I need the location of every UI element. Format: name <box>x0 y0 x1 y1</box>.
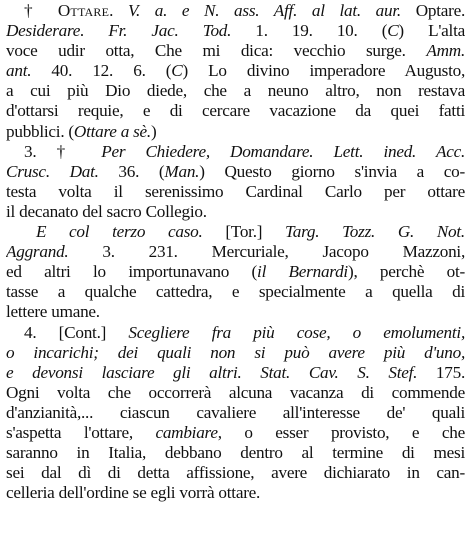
entry-line <box>6 363 465 383</box>
text-run: ) Lo divino imperadore Augusto, <box>182 61 465 81</box>
italic-text-run: Targ. Tozz. G. Not. <box>285 222 465 242</box>
entry-line <box>6 343 465 363</box>
entry-line <box>6 463 465 483</box>
entry-line <box>6 323 465 343</box>
entry-line <box>6 483 465 503</box>
text-run: ) Questo giorno s'invia a co- <box>199 161 465 181</box>
italic-text-run: o incarichi; dei quali non si può avere più d'uno, <box>6 342 465 362</box>
entry-line <box>6 302 465 322</box>
text-run: s'aspetta l'ottare, <box>6 422 156 442</box>
italic-text-run: C <box>387 21 399 41</box>
text-run: † <box>24 1 58 20</box>
entry-line <box>6 182 465 202</box>
entry-line <box>6 101 465 121</box>
entry-line <box>6 383 465 403</box>
entry-line <box>6 41 465 61</box>
text-run: 175. <box>417 362 465 382</box>
text-run: d'anzianità,... ciascun cavaliere all'interesse de' quali <box>6 402 465 422</box>
text-run: il decanato del sacro Collegio. <box>6 201 207 221</box>
italic-text-run: e devonsi lasciare gli altri. Stat. Cav. S. Stef. <box>6 362 418 382</box>
text-run: 40. 12. 6. ( <box>31 61 172 81</box>
entry-line <box>6 403 465 423</box>
text-run: celleria dell'ordine se egli vorrà ottare. <box>6 483 261 503</box>
italic-text-run: Scegliere fra più cose, o emolumenti, <box>128 322 465 342</box>
italic-text-run: ant. <box>6 61 32 81</box>
text-run: 1. 19. 10. ( <box>231 21 388 41</box>
text-run: tasse a qualche cattedra, e specialmente a quella di <box>6 282 465 302</box>
text-run: 36. ( <box>98 161 165 181</box>
text-run: voce udir otta, Che mi dica: vecchio surge. <box>6 41 427 61</box>
italic-text-run: Man. <box>164 161 200 181</box>
text-run: d'ottarsi requie, e di cercare vacazione da quei fatti <box>6 101 465 121</box>
text-run: , o esser provisto, e che <box>217 422 465 442</box>
entry-line <box>6 61 465 81</box>
italic-text-run: Ottare a sè. <box>73 121 151 141</box>
italic-text-run: E col terzo caso. <box>36 222 203 242</box>
entry-line <box>6 142 465 162</box>
entry-line <box>6 162 465 182</box>
text-run: 3. 231. Mercuriale, Jacopo Mazzoni, <box>68 242 465 262</box>
italic-text-run: il Bernardi <box>257 262 348 282</box>
text-run: a cui più Dio diede, che a neuno altro, non restava <box>6 81 465 101</box>
entry-line <box>6 202 465 222</box>
entry-line <box>6 262 465 282</box>
text-run: [Tor.] <box>202 222 286 242</box>
entry-line <box>6 443 465 463</box>
italic-text-run: cambiare <box>155 422 218 442</box>
text-run: Ogni volta che occorrerà alcuna vacanza di commende <box>6 382 465 402</box>
text-run: 4. [Cont.] <box>24 322 129 342</box>
text-run: ed altri lo importunavano ( <box>6 262 258 282</box>
italic-text-run: Desiderare. Fr. Jac. Tod. <box>6 21 232 41</box>
text-run: saranno in Italia, debbano dentro al termine di mesi <box>6 443 465 463</box>
italic-text-run: Aggrand. <box>6 242 69 262</box>
text-run: 3. † <box>24 141 102 161</box>
italic-text-run: Per Chiedere, Domandare. Lett. ined. Acc. <box>101 141 465 161</box>
text-run: testa volta il serenissimo Cardinal Carlo per ottare <box>6 181 465 201</box>
entry-line <box>6 423 465 443</box>
text-run: . <box>109 1 128 20</box>
entry-line <box>6 282 465 302</box>
text-run: Optare. <box>400 1 465 20</box>
italic-text-run: C <box>171 61 183 81</box>
italic-text-run: Crusc. Dat. <box>6 161 99 181</box>
text-run: pubblici. ( <box>6 121 74 141</box>
text-run: ) L'alta <box>398 21 465 41</box>
text-run: ), perchè ot- <box>347 262 465 282</box>
italic-text-run: Amm. <box>426 41 465 61</box>
entry-line <box>6 81 465 101</box>
entry-line <box>6 21 465 41</box>
entry-line <box>6 242 465 262</box>
entry-line <box>6 222 465 242</box>
entry-line <box>6 122 465 142</box>
entry-line <box>6 1 465 21</box>
text-run: ) <box>150 121 157 141</box>
italic-text-run: V. a. e N. ass. Aff. al lat. aur. <box>127 1 401 20</box>
text-run: sei dal dì di detta affissione, avere dichiarato in can- <box>6 463 465 483</box>
text-run: lettere umane. <box>6 302 100 322</box>
headword: Ottare <box>57 1 110 20</box>
